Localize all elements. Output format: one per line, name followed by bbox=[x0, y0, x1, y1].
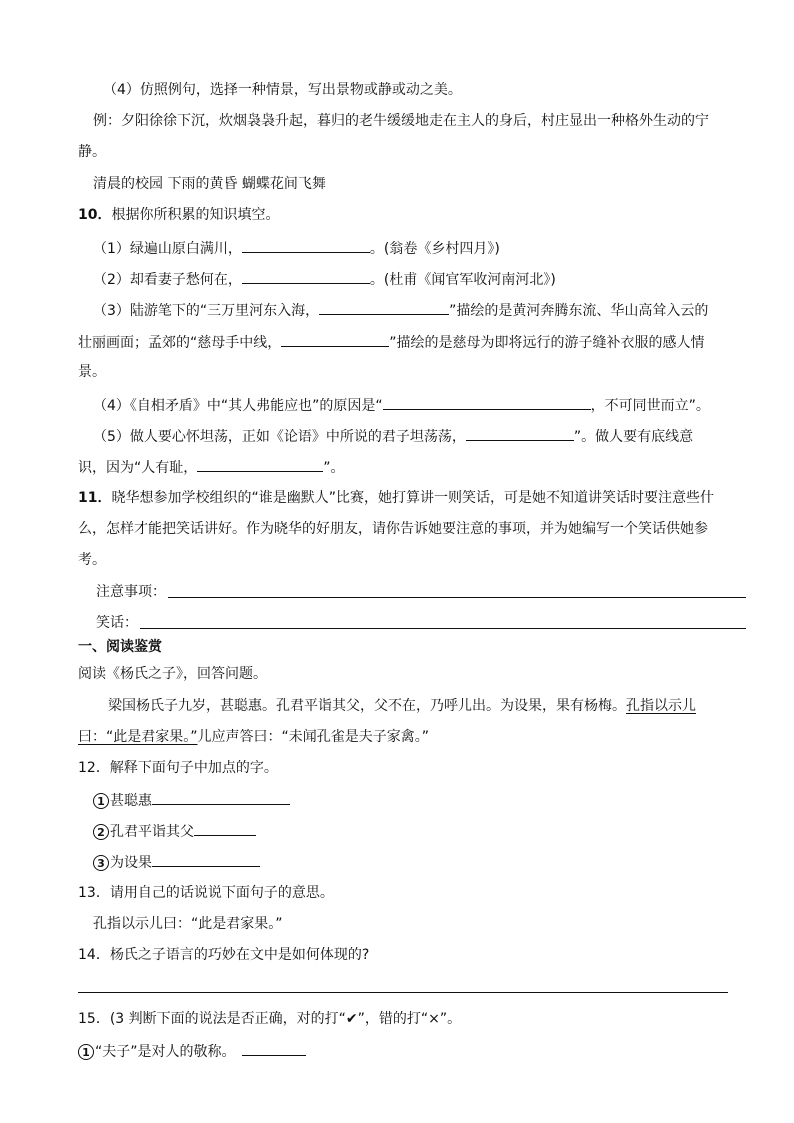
q12-stem bbox=[78, 758, 278, 778]
passage-underlined-a: 孔指以示儿 bbox=[626, 698, 696, 714]
q10-stem-text: 根据你所积累的知识填空。 bbox=[111, 207, 280, 223]
q9-4-prompt: （4）仿照例句，选择一种情景，写出景物或静或动之美。 bbox=[103, 82, 462, 98]
q11-text-line1: 晓华想参加学校组织的“谁是幽默人”比赛，她打算讲一则笑话，可是她不知道讲笑话时要注意些什 bbox=[111, 490, 714, 506]
q13-quote: 孔指以示儿曰：“此是君家果。” bbox=[93, 916, 283, 932]
q10-item1-blank[interactable] bbox=[242, 237, 370, 253]
q14-number: 14． bbox=[78, 947, 110, 963]
q10-item3-text-c: 壮丽画面；孟郊的“慈母手中线， bbox=[78, 335, 282, 351]
q13-stem-text: 请用自己的话说说下面句子的意思。 bbox=[109, 885, 334, 901]
passage-text-a: 梁国杨氏子九岁，甚聪惠。孔君平诣其父，父不在，乃呼儿出。为设果，果有杨梅。 bbox=[108, 698, 626, 714]
section-heading: 一、阅读鉴赏 bbox=[78, 639, 162, 655]
passage-text-b: 儿应声答曰：“未闻孔雀是夫子家禽。” bbox=[197, 729, 430, 745]
q11-notes-answer-line[interactable] bbox=[168, 597, 746, 598]
q15-item1-mark: 1 bbox=[78, 1044, 94, 1060]
q12-stem-text: 解释下面句子中加点的字。 bbox=[109, 760, 278, 776]
q15-number: 15． bbox=[78, 1011, 110, 1027]
q12-item3-mark: 3 bbox=[93, 855, 109, 871]
q15-stem-text: (3 判断下面的说法是否正确，对的打“✔”，错的打“×”。 bbox=[109, 1011, 462, 1027]
q10-item4-text: （4）《自相矛盾》中“其人弗能应也”的原因是“ bbox=[93, 398, 383, 414]
q10-item3-line1 bbox=[93, 299, 708, 321]
q12-item1-text: 甚聪惠 bbox=[110, 793, 152, 809]
q10-item3-line2 bbox=[78, 331, 705, 353]
q12-item2-mark: 2 bbox=[93, 824, 109, 840]
q10-item1 bbox=[93, 237, 500, 259]
q12-item2-blank[interactable] bbox=[194, 820, 256, 836]
section-intro: 阅读《杨氏之子》，回答问题。 bbox=[78, 666, 267, 682]
q14-stem bbox=[78, 945, 369, 965]
q13-number: 13． bbox=[78, 885, 110, 901]
q10-item4-blank[interactable] bbox=[383, 394, 591, 410]
passage-underlined-b: 曰：“此是君家果。” bbox=[78, 729, 198, 745]
q11-line1 bbox=[78, 488, 714, 508]
q14-stem-text: 杨氏之子语言的巧妙在文中是如何体现的? bbox=[109, 947, 370, 963]
q11-joke-label: 笑话： bbox=[96, 615, 138, 631]
q11-number: 11． bbox=[78, 490, 112, 506]
q10-item3-line3: 景。 bbox=[78, 364, 106, 380]
q12-item2 bbox=[93, 820, 256, 842]
q9-4-example-line2: 静。 bbox=[78, 144, 106, 160]
q12-item3-blank[interactable] bbox=[152, 851, 260, 867]
q12-item3 bbox=[93, 851, 260, 873]
q15-item1 bbox=[78, 1040, 306, 1062]
q10-stem bbox=[78, 205, 279, 225]
q12-number: 12． bbox=[78, 760, 110, 776]
q10-item3-text-d: ”描绘的是慈母为即将远行的游子缝补衣服的感人情 bbox=[389, 335, 705, 351]
q10-item3-blank2[interactable] bbox=[281, 331, 389, 347]
q10-item3-text-b: ”描绘的是黄河奔腾东流、华山高耸入云的 bbox=[449, 303, 709, 319]
q13-stem bbox=[78, 883, 334, 903]
q10-item5-text-c: 识，因为“人有耻， bbox=[78, 460, 198, 476]
q10-item2-text: （2）却看妻子愁何在， bbox=[93, 272, 242, 288]
q10-item5-text-b: ”。做人要有底线意 bbox=[573, 429, 694, 445]
q10-item3-text-a: （3）陆游笔下的“三万里河东入海， bbox=[93, 303, 320, 319]
q15-item1-text: “夫子”是对人的敬称。 bbox=[95, 1044, 236, 1060]
q12-item1-mark: 1 bbox=[93, 793, 109, 809]
passage-line2 bbox=[78, 727, 429, 747]
q10-item5-text-d: ”。 bbox=[323, 460, 345, 476]
q15-item1-blank[interactable] bbox=[242, 1040, 306, 1056]
q10-item5-text-a: （5）做人要心怀坦荡，正如《论语》中所说的君子坦荡荡， bbox=[93, 429, 466, 445]
q11-line3: 考。 bbox=[78, 552, 106, 568]
q9-4-example-line1: 例：夕阳徐徐下沉，炊烟袅袅升起，暮归的老牛缓缓地走在主人的身后，村庄显出一种格外生动的宁 bbox=[93, 113, 709, 129]
q11-joke-answer-line[interactable] bbox=[140, 628, 746, 629]
q15-stem bbox=[78, 1009, 461, 1029]
q10-item4 bbox=[93, 394, 710, 416]
q12-item3-text: 为设果 bbox=[110, 855, 152, 871]
q10-item2-source: 。(杜甫《闻官军收河南河北》) bbox=[369, 272, 556, 288]
q14-answer-line[interactable] bbox=[78, 992, 728, 993]
q10-item1-source: 。(翁卷《乡村四月》) bbox=[369, 241, 500, 257]
q12-item1 bbox=[93, 789, 290, 811]
q10-item5-blank1[interactable] bbox=[466, 425, 574, 441]
q10-item4-text-b: ，不可同世而立”。 bbox=[590, 398, 710, 414]
q11-line2: 么，怎样才能把笑话讲好。作为晓华的好朋友，请你告诉她要注意的事项，并为她编写一个笑话供她参 bbox=[78, 521, 708, 537]
q10-item1-text: （1）绿遍山原白满川， bbox=[93, 241, 242, 257]
q11-notes-label: 注意事项： bbox=[96, 584, 166, 600]
q12-item2-text: 孔君平诣其父 bbox=[110, 824, 194, 840]
q10-item5-line1 bbox=[93, 425, 693, 447]
q10-item3-blank1[interactable] bbox=[319, 299, 449, 315]
q12-item1-blank[interactable] bbox=[152, 789, 290, 805]
q10-number: 10． bbox=[78, 207, 112, 223]
q10-item2 bbox=[93, 268, 556, 290]
passage-line1 bbox=[108, 696, 696, 716]
q10-item5-blank2[interactable] bbox=[197, 456, 323, 472]
q10-item2-blank[interactable] bbox=[242, 268, 370, 284]
q10-item5-line2 bbox=[78, 456, 345, 478]
q9-4-options: 清晨的校园 下雨的黄昏 蝴蝶花间飞舞 bbox=[93, 176, 326, 192]
